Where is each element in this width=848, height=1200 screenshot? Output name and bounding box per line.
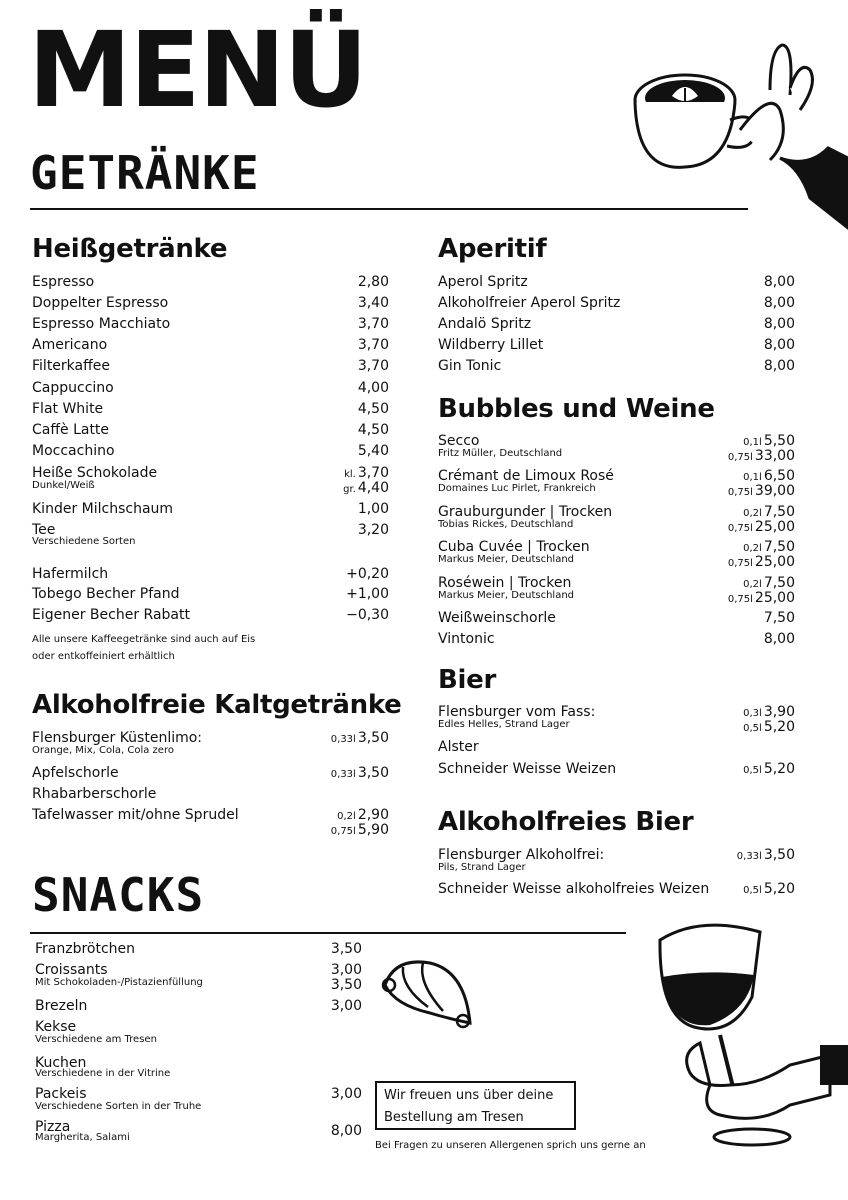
list-item: Doppelter Espresso 3,40 <box>32 295 389 311</box>
list-item: Flensburger vom Fass: Edles Helles, Strand Lager 0,3l 3,90 0,5l 5,20 <box>438 704 795 735</box>
allergen-note: Bei Fragen zu unseren Allergenen sprich uns gerne an <box>375 1140 646 1151</box>
coffee-cup-hand-icon <box>630 40 848 240</box>
list-item: Grauburgunder | Trocken Tobias Rickes, Deutschland 0,2l 7,50 0,75l 25,00 <box>438 504 795 535</box>
list-item: Schneider Weisse Weizen 0,5l 5,20 <box>438 761 795 777</box>
list-item: Alkoholfreier Aperol Spritz 8,00 <box>438 295 795 311</box>
list-item: Kinder Milchschaum 1,00 <box>32 501 389 517</box>
list-item: Flensburger Küstenlimo: Orange, Mix, Cola, Cola zero 0,33l 3,50 <box>32 730 389 756</box>
list-item: Crémant de Limoux Rosé Domaines Luc Pirlet, Frankreich 0,1l 6,50 0,75l 39,00 <box>438 468 795 499</box>
list-item: Filterkaffee 3,70 <box>32 358 389 374</box>
list-item: Franzbrötchen 3,50 <box>35 941 362 957</box>
list-item: Cappuccino 4,00 <box>32 380 389 396</box>
list-item: Aperol Spritz 8,00 <box>438 274 795 290</box>
list-item: Kuchen Verschiedene in der Vitrine <box>35 1055 171 1079</box>
list-item: Caffè Latte 4,50 <box>32 422 389 438</box>
list-item: Tee Verschiedene Sorten 3,20 <box>32 522 389 547</box>
list-item: Moccachino 5,40 <box>32 443 389 459</box>
list-item: Schneider Weisse alkoholfreies Weizen 0,5l 5,20 <box>438 881 795 897</box>
list-item: Espresso Macchiato 3,70 <box>32 316 389 332</box>
aperitif-heading: Aperitif <box>438 234 547 264</box>
drinks-heading: GETRÄNKE <box>30 146 260 200</box>
list-item: Gin Tonic 8,00 <box>438 358 795 374</box>
list-item: Apfelschorle 0,33l 3,50 <box>32 765 389 781</box>
hot-drinks-note: Alle unsere Kaffeegetränke sind auch auf Eis oder entkoffeiniert erhältlich <box>32 634 256 662</box>
list-item: Tafelwasser mit/ohne Sprudel 0,2l 2,90 0,75l 5,90 <box>32 807 389 838</box>
beer-heading: Bier <box>438 665 496 695</box>
list-item: Vintonic 8,00 <box>438 631 795 647</box>
list-item: Wildberry Lillet 8,00 <box>438 337 795 353</box>
hot-drinks-heading: Heißgetränke <box>32 234 228 264</box>
list-item: Roséwein | Trocken Markus Meier, Deutschland 0,2l 7,50 0,75l 25,00 <box>438 575 795 606</box>
order-notice-box <box>375 1081 576 1130</box>
cold-drinks-heading: Alkoholfreie Kaltgetränke <box>32 690 402 720</box>
list-item: Tobego Becher Pfand +1,00 <box>32 586 389 602</box>
list-item: Eigener Becher Rabatt −0,30 <box>32 607 389 623</box>
list-item: Brezeln 3,00 <box>35 998 362 1014</box>
list-item: Flat White 4,50 <box>32 401 389 417</box>
list-item: Americano 3,70 <box>32 337 389 353</box>
list-item: Secco Fritz Müller, Deutschland 0,1l 5,50 0,75l 33,00 <box>438 433 795 464</box>
list-item: Cuba Cuvée | Trocken Markus Meier, Deutschland 0,2l 7,50 0,75l 25,00 <box>438 539 795 570</box>
na-beer-heading: Alkoholfreies Bier <box>438 807 694 837</box>
list-item: Espresso 2,80 <box>32 274 389 290</box>
wine-glass-hand-icon <box>640 915 848 1165</box>
wine-heading: Bubbles und Weine <box>438 394 715 424</box>
snacks-heading: SNACKS <box>32 868 205 922</box>
menu-title: MENÜ <box>28 9 367 131</box>
list-item: Hafermilch +0,20 <box>32 566 389 582</box>
list-item: Pizza Margherita, Salami 8,00 <box>35 1119 362 1143</box>
list-item: Andalö Spritz 8,00 <box>438 316 795 332</box>
croissant-icon <box>375 955 475 1035</box>
snacks-divider <box>30 932 626 934</box>
order-notice-line1: Wir freuen uns über deine <box>384 1088 554 1103</box>
list-item: Packeis Verschiedene Sorten in der Truhe 3,00 <box>35 1086 362 1112</box>
list-item: Heiße Schokolade Dunkel/Weiß kl. 3,70 gr. 4,40 <box>32 465 389 496</box>
list-item: Flensburger Alkoholfrei: Pils, Strand Lager 0,33l 3,50 <box>438 847 795 873</box>
order-notice-line2: Bestellung am Tresen <box>384 1110 524 1125</box>
list-item: Rhabarberschorle <box>32 786 157 802</box>
list-item: Weißweinschorle 7,50 <box>438 610 795 626</box>
list-item: Kekse Verschiedene am Tresen <box>35 1019 157 1045</box>
list-item: Alster <box>438 739 479 755</box>
list-item: Croissants Mit Schokoladen-/Pistazienfüllung 3,00 3,50 <box>35 962 362 993</box>
